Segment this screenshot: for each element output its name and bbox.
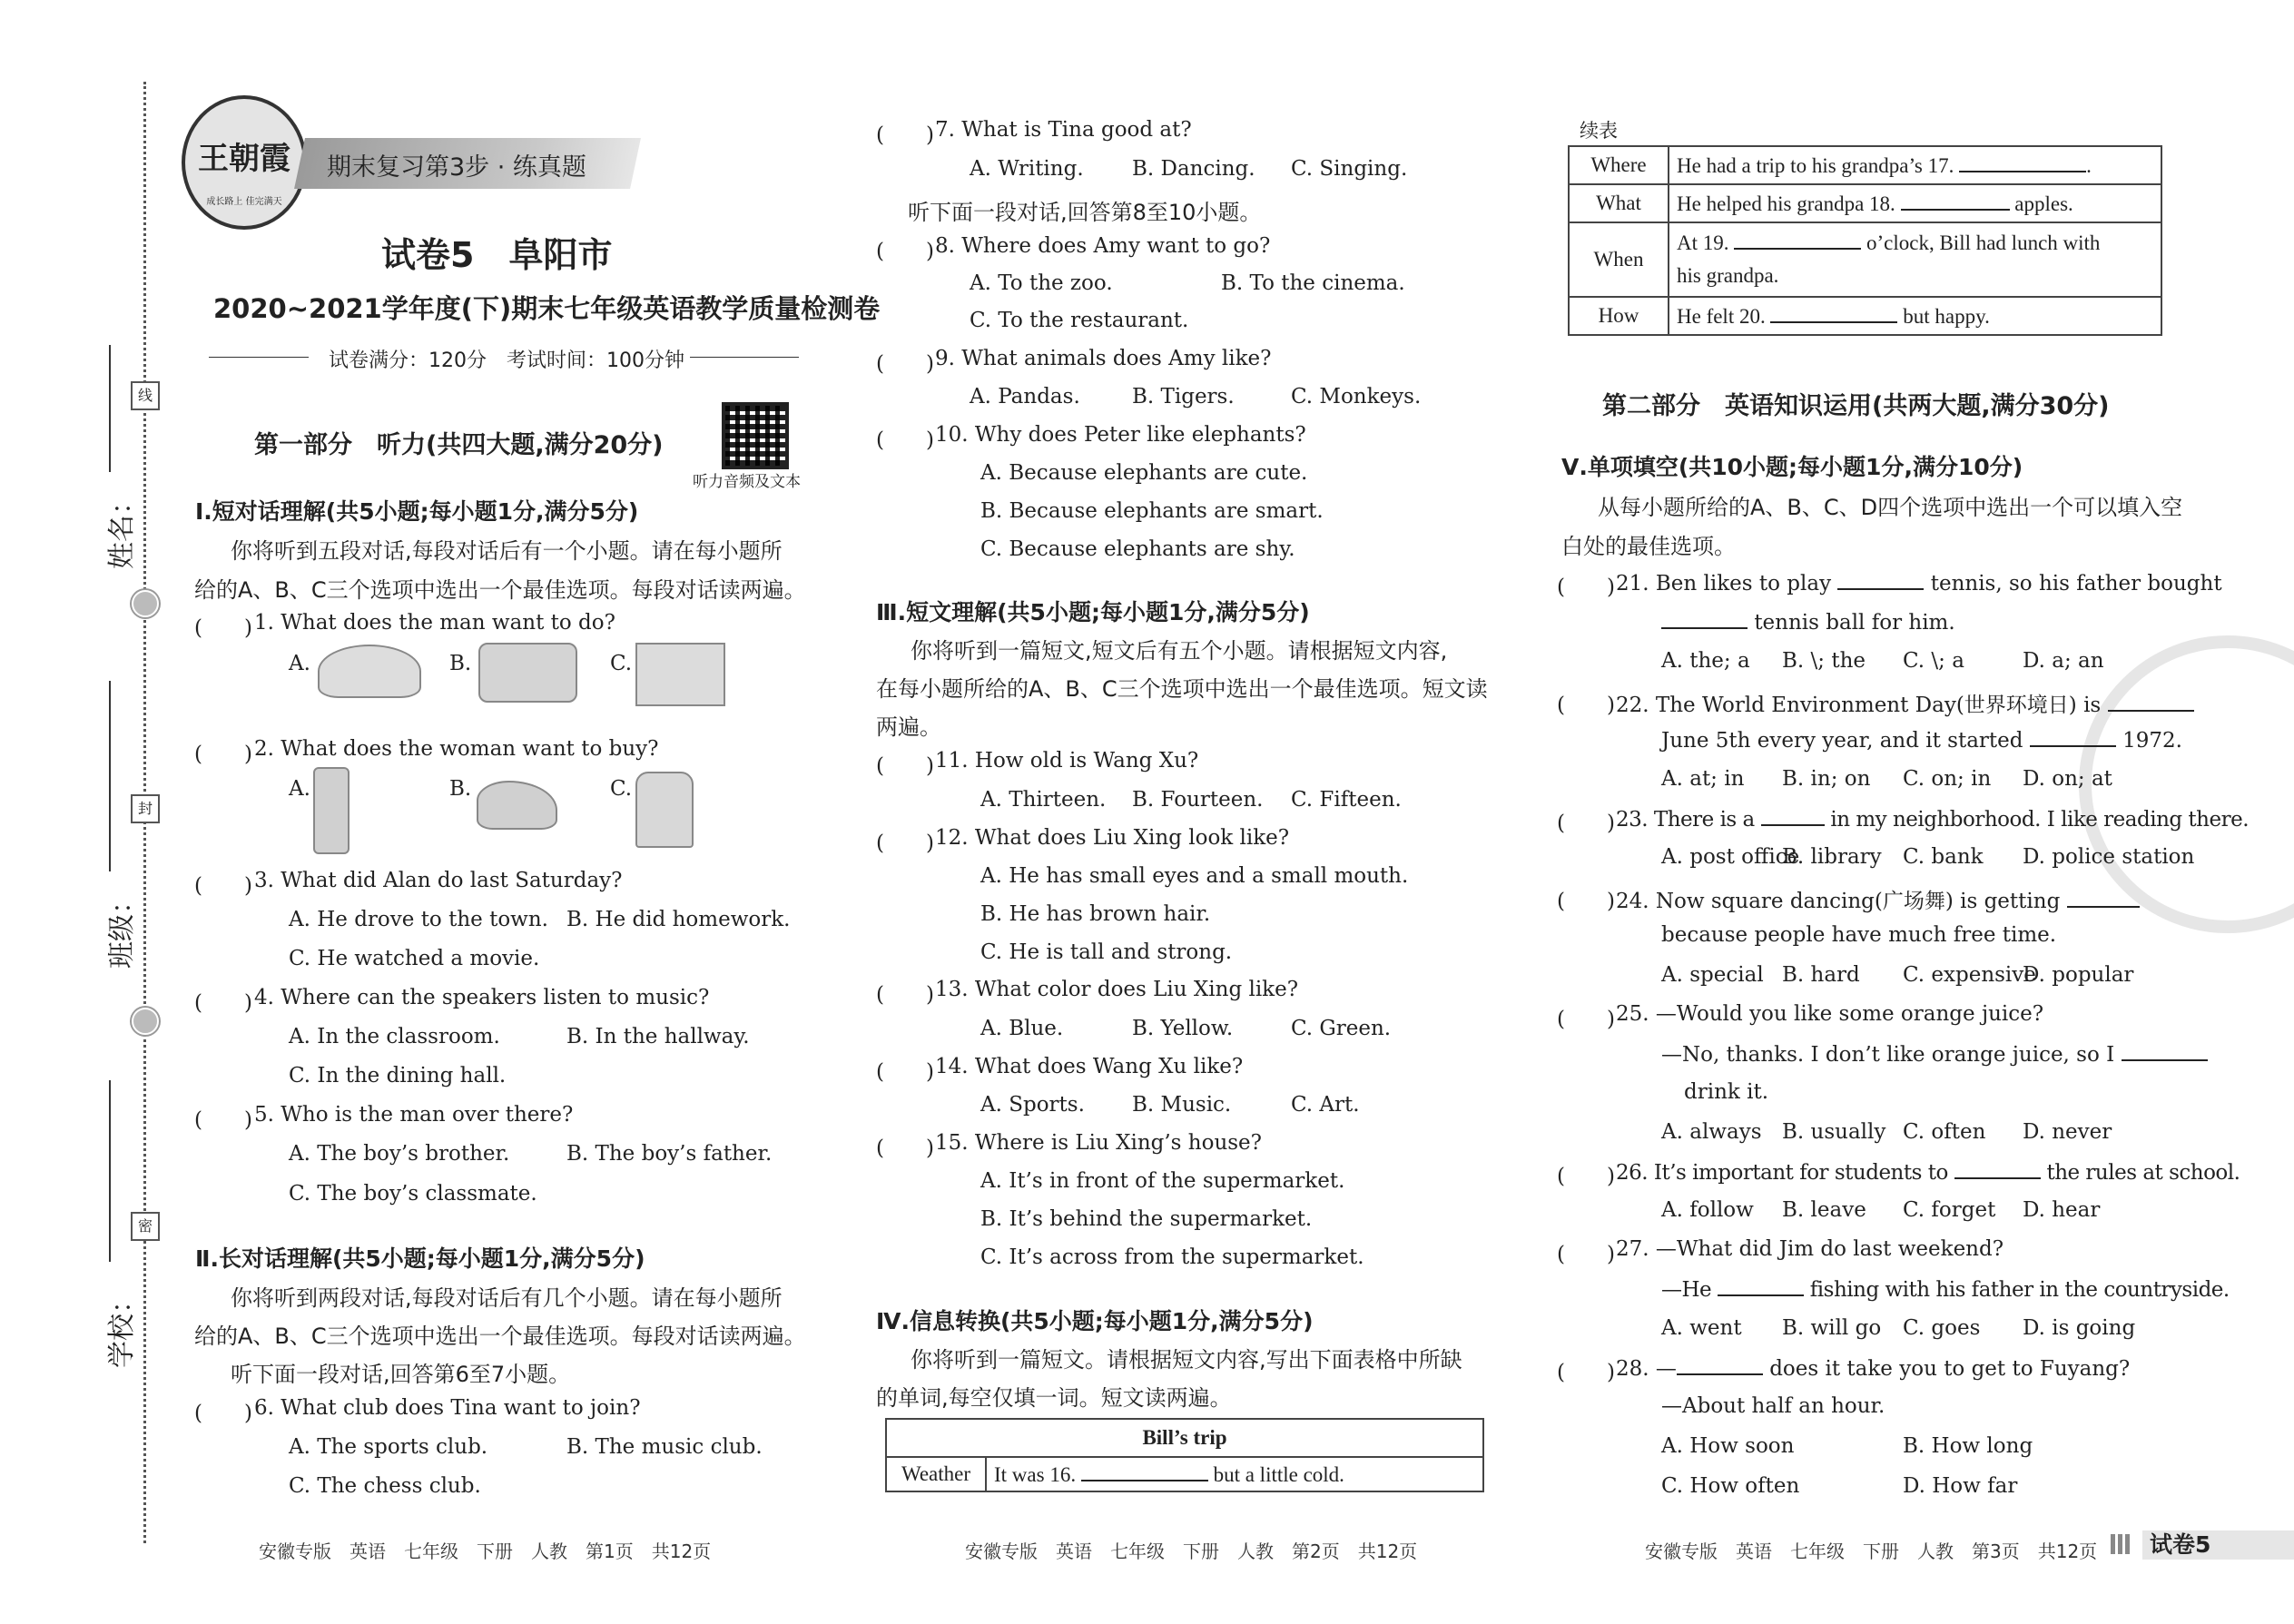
- sec4-intro: 你将听到一篇短文。请根据短文内容,写出下面表格中所缺: [911, 1347, 1462, 1373]
- qr-code-icon[interactable]: [722, 402, 789, 469]
- question-11: 11. How old is Wang Xu?: [935, 749, 1199, 773]
- option[interactable]: D. How far: [1903, 1474, 2018, 1498]
- option[interactable]: B. It’s behind the supermarket.: [980, 1207, 1313, 1231]
- option[interactable]: C. To the restaurant.: [970, 309, 1189, 332]
- option[interactable]: A. In the classroom.: [289, 1025, 500, 1048]
- sec2-intro: 听下面一段对话,回答第8至10小题。: [908, 200, 1262, 225]
- table-key: Where: [1569, 146, 1669, 184]
- table-key: Weather: [886, 1457, 986, 1491]
- fill-blank[interactable]: [2030, 727, 2116, 747]
- answer-blank-20[interactable]: [1770, 303, 1897, 323]
- question-24-cont: because people have much free time.: [1661, 923, 2057, 947]
- cut-mark: 线: [131, 381, 160, 410]
- answer-blank-18[interactable]: [1901, 191, 2010, 211]
- paper-title: 试卷5 阜阳市: [381, 235, 613, 275]
- option[interactable]: D. police station: [2023, 845, 2195, 869]
- option[interactable]: A. Because elephants are cute.: [980, 461, 1308, 485]
- table-key: When: [1569, 222, 1669, 297]
- option-label: B.: [449, 777, 472, 801]
- sleeping-picture[interactable]: [318, 645, 421, 698]
- table-cell: [1669, 184, 2161, 222]
- table-key: How: [1569, 297, 1669, 335]
- option[interactable]: A. went: [1661, 1316, 1742, 1340]
- answer-blank[interactable]: ( ): [876, 983, 934, 1007]
- option[interactable]: C. Green.: [1291, 1017, 1392, 1040]
- option[interactable]: C. on; in: [1903, 767, 1992, 791]
- option[interactable]: A. How soon: [1661, 1434, 1795, 1458]
- page-footer: 安徽专版 英语 七年级 下册 人教 第3页 共12页: [1645, 1540, 2098, 1562]
- sec5-intro: 从每小题所给的A、B、C、D四个选项中选出一个可以填入空: [1598, 495, 2183, 520]
- option[interactable]: C. He watched a movie.: [289, 947, 540, 970]
- option[interactable]: C. goes: [1903, 1316, 1981, 1340]
- sec3-intro: 两遍。: [876, 714, 941, 740]
- fill-blank[interactable]: [1661, 609, 1748, 629]
- table-cell: [1669, 297, 2161, 335]
- option[interactable]: C. often: [1903, 1120, 1986, 1144]
- option[interactable]: B. leave: [1782, 1198, 1866, 1222]
- review-banner: 期末复习第3步 · 练真题: [327, 153, 586, 182]
- logo-slogan: 成长路上 佳完满天: [206, 197, 282, 207]
- question-text: fishing with his father in the countryside.: [1809, 1278, 2230, 1302]
- answer-blank[interactable]: ( ): [194, 616, 252, 640]
- question-3: 3. What did Alan do last Saturday?: [254, 869, 623, 892]
- fill-blank[interactable]: [2108, 692, 2194, 712]
- option[interactable]: B. The music club.: [566, 1435, 763, 1459]
- option[interactable]: B. He has brown hair.: [980, 902, 1211, 926]
- answer-blank[interactable]: ( ): [194, 743, 252, 766]
- answer-blank[interactable]: ( ): [1557, 1165, 1615, 1188]
- option[interactable]: C. Art.: [1291, 1093, 1360, 1117]
- cell-text: At 19.: [1677, 231, 1729, 254]
- question-12: 12. What does Liu Xing look like?: [935, 826, 1290, 850]
- question-text: 28. —: [1616, 1357, 1677, 1381]
- fill-blank[interactable]: [2122, 1041, 2208, 1061]
- option[interactable]: A. He drove to the town.: [289, 908, 548, 931]
- option[interactable]: A. always: [1661, 1120, 1762, 1144]
- option[interactable]: C. He is tall and strong.: [980, 940, 1233, 964]
- trip-table: [885, 1418, 1484, 1492]
- answer-blank[interactable]: ( ): [1557, 1361, 1615, 1384]
- sec2-intro: 听下面一段对话,回答第6至7小题。: [231, 1362, 571, 1387]
- school-label: 学校：: [106, 1286, 138, 1368]
- option[interactable]: B. He did homework.: [566, 908, 791, 931]
- option[interactable]: B. Music.: [1132, 1093, 1232, 1117]
- sec3-intro: 你将听到一篇短文,短文后有五个小题。请根据短文内容,: [911, 638, 1448, 664]
- option[interactable]: D. is going: [2023, 1316, 2136, 1340]
- question-27-cont: [1661, 1276, 2230, 1302]
- cell-text: his grandpa.: [1677, 264, 1779, 287]
- cell-text: He helped his grandpa 18.: [1677, 192, 1895, 215]
- fill-blank[interactable]: [1718, 1276, 1804, 1296]
- option[interactable]: B. Fourteen.: [1132, 788, 1264, 812]
- sec1-title: Ⅰ.短对话理解(共5小题;每小题1分,满分5分): [195, 498, 639, 525]
- option[interactable]: C. The chess club.: [289, 1474, 481, 1498]
- question-21: [1616, 570, 2222, 595]
- trip-table-cont: [1568, 145, 2162, 336]
- fill-blank[interactable]: [1761, 806, 1825, 826]
- binding-hole-icon: [132, 590, 159, 617]
- cell-text: He felt 20.: [1677, 305, 1766, 328]
- sec4-title: Ⅳ.信息转换(共5小题;每小题1分,满分5分): [876, 1308, 1314, 1334]
- question-text: 1972.: [2122, 729, 2182, 753]
- cut-mark: 密: [131, 1212, 160, 1241]
- paper-tag: 试卷5: [2142, 1530, 2294, 1560]
- cell-text: apples.: [2014, 192, 2073, 215]
- option[interactable]: B. Yellow.: [1132, 1017, 1234, 1040]
- question-25-cont: drink it.: [1684, 1080, 1769, 1104]
- question-text: tennis ball for him.: [1754, 611, 1955, 635]
- option[interactable]: C. Because elephants are shy.: [980, 537, 1295, 561]
- binding-strip: [0, 0, 182, 1624]
- question-22: [1616, 688, 2194, 718]
- question-25: 25. —Would you like some orange juice?: [1616, 1002, 2044, 1026]
- cell-text: but a little cold.: [1213, 1463, 1344, 1486]
- option-label: C.: [610, 777, 633, 801]
- option[interactable]: C. The boy’s classmate.: [289, 1182, 537, 1206]
- question-13: 13. What color does Liu Xing like?: [935, 978, 1299, 1001]
- option-label: B.: [449, 652, 472, 675]
- snowman-picture[interactable]: [478, 643, 577, 703]
- question-27: 27. —What did Jim do last weekend?: [1616, 1237, 2004, 1261]
- table-cell: [1669, 222, 2161, 297]
- exam-meta: 试卷满分：120分 考试时间：100分钟: [329, 349, 684, 372]
- option[interactable]: C. Singing.: [1291, 157, 1408, 181]
- option[interactable]: A. Thirteen.: [980, 788, 1107, 812]
- page-footer: 安徽专版 英语 七年级 下册 人教 第2页 共12页: [965, 1540, 1418, 1562]
- question-6: 6. What club does Tina want to join?: [254, 1396, 641, 1420]
- option[interactable]: A. special: [1661, 963, 1764, 987]
- answer-blank[interactable]: ( ): [1557, 1243, 1615, 1266]
- question-text: —He: [1661, 1278, 1712, 1302]
- page-footer: 安徽专版 英语 七年级 下册 人教 第1页 共12页: [259, 1540, 712, 1562]
- answer-blank[interactable]: ( ): [876, 240, 934, 263]
- question-text: 24. Now square dancing(广场舞) is getting: [1616, 890, 2061, 913]
- question-text: 21. Ben likes to play: [1616, 572, 1832, 595]
- question-text: tennis, so his father bought: [1930, 572, 2222, 595]
- question-15: 15. Where is Liu Xing’s house?: [935, 1131, 1263, 1155]
- sec2-intro: 给的A、B、C三个选项中选出一个最佳选项。每段对话读两遍。: [194, 1324, 806, 1349]
- answer-blank-19[interactable]: [1734, 230, 1861, 250]
- fill-blank[interactable]: [1954, 1159, 2041, 1179]
- option[interactable]: D. a; an: [2023, 649, 2104, 673]
- option[interactable]: D. popular: [2023, 963, 2134, 987]
- question-24: [1616, 884, 2140, 914]
- table-key: What: [1569, 184, 1669, 222]
- class-label: 班级：: [106, 887, 138, 969]
- option[interactable]: C. \; a: [1903, 649, 1964, 673]
- question-text: 26. It’s important for students to: [1616, 1161, 1948, 1185]
- option[interactable]: D. never: [2023, 1120, 2112, 1144]
- option-label: A.: [289, 777, 310, 801]
- option[interactable]: D. hear: [2023, 1198, 2101, 1222]
- option[interactable]: C. Monkeys.: [1291, 385, 1422, 408]
- question-23: [1616, 806, 2249, 832]
- option[interactable]: A. follow: [1661, 1198, 1754, 1222]
- fill-blank[interactable]: [1837, 570, 1924, 590]
- question-4: 4. Where can the speakers listen to music?: [254, 986, 710, 1009]
- cell-text: .: [2086, 154, 2092, 177]
- option[interactable]: B. \; the: [1782, 649, 1866, 673]
- table-continued: 续表: [1580, 120, 1618, 142]
- option[interactable]: A. Writing.: [970, 157, 1084, 181]
- answer-blank[interactable]: ( ): [876, 352, 934, 376]
- answer-blank[interactable]: ( ): [876, 428, 934, 452]
- part1-title: 第一部分 听力(共四大题,满分20分): [254, 431, 664, 459]
- question-text: 22. The World Environment Day(世界环境日) is: [1616, 694, 2102, 717]
- answer-blank[interactable]: ( ): [1557, 694, 1615, 717]
- question-26: [1616, 1159, 2240, 1185]
- option[interactable]: B. will go: [1782, 1316, 1882, 1340]
- option[interactable]: B. Because elephants are smart.: [980, 499, 1324, 523]
- exam-title: 2020~2021学年度(下)期末七年级英语教学质量检测卷: [213, 293, 881, 324]
- question-text: June 5th every year, and it started: [1661, 729, 2023, 753]
- option[interactable]: A. Blue.: [980, 1017, 1064, 1040]
- table-title: Bill’s trip: [886, 1419, 1483, 1457]
- option[interactable]: C. bank: [1903, 845, 1984, 869]
- answer-blank-16[interactable]: [1081, 1462, 1208, 1481]
- option[interactable]: B. Dancing.: [1132, 157, 1255, 181]
- answer-blank[interactable]: ( ): [876, 123, 934, 147]
- option[interactable]: B. How long: [1903, 1434, 2033, 1458]
- question-25-cont: [1661, 1041, 2208, 1067]
- question-text: in my neighborhood. I like reading there.: [1830, 808, 2250, 832]
- sec4-intro: 的单词,每空仅填一词。短文读两遍。: [876, 1385, 1232, 1411]
- answer-blank[interactable]: ( ): [194, 874, 252, 898]
- answer-blank[interactable]: ( ): [194, 1402, 252, 1425]
- option[interactable]: C. forget: [1903, 1198, 1996, 1222]
- option[interactable]: A. The sports club.: [289, 1435, 488, 1459]
- option[interactable]: C. How often: [1661, 1474, 1800, 1498]
- answer-blank[interactable]: ( ): [876, 832, 934, 855]
- tv-watching-picture[interactable]: [635, 643, 725, 706]
- cut-mark: 封: [131, 794, 160, 823]
- sec2-intro: 你将听到两段对话,每段对话后有几个小题。请在每小题所: [231, 1285, 783, 1311]
- answer-blank[interactable]: ( ): [876, 1060, 934, 1084]
- answer-blank[interactable]: ( ): [194, 991, 252, 1015]
- sec3-title: Ⅲ.短文理解(共5小题;每小题1分,满分5分): [876, 599, 1310, 625]
- brand-logo: [182, 95, 307, 230]
- option[interactable]: B. usually: [1782, 1120, 1886, 1144]
- sec1-intro: 你将听到五段对话,每段对话后有一个小题。请在每小题所: [231, 538, 783, 564]
- answer-blank[interactable]: ( ): [1557, 812, 1615, 835]
- answer-blank[interactable]: ( ): [876, 1137, 934, 1160]
- question-28-cont: —About half an hour.: [1661, 1394, 1885, 1418]
- option[interactable]: C. Fifteen.: [1291, 788, 1402, 812]
- question-1: 1. What does the man want to do?: [254, 611, 615, 635]
- sec3-intro: 在每小题所给的A、B、C三个选项中选出一个最佳选项。短文读: [876, 676, 1488, 702]
- question-22-cont: [1661, 727, 2182, 753]
- qr-caption: 听力音频及文本: [693, 473, 801, 491]
- fill-blank[interactable]: [2067, 888, 2140, 908]
- option[interactable]: A. Pandas.: [970, 385, 1080, 408]
- option[interactable]: D. on; at: [2023, 767, 2112, 791]
- cell-text: It was 16.: [994, 1463, 1077, 1486]
- answer-blank[interactable]: ( ): [194, 1108, 252, 1132]
- question-5: 5. Who is the man over there?: [254, 1103, 574, 1127]
- cell-text: He had a trip to his grandpa’s 17.: [1677, 154, 1954, 177]
- option-label: C.: [610, 652, 633, 675]
- question-28: [1616, 1355, 2130, 1381]
- answer-blank[interactable]: ( ): [1557, 1008, 1615, 1031]
- binding-hole-icon: [132, 1008, 159, 1035]
- option[interactable]: B. The boy’s father.: [566, 1142, 773, 1166]
- name-field[interactable]: [109, 345, 111, 472]
- question-8: 8. Where does Amy want to go?: [935, 234, 1271, 258]
- grid-icon: [2111, 1534, 2131, 1554]
- question-9: 9. What animals does Amy like?: [935, 347, 1272, 370]
- question-text: 23. There is a: [1616, 808, 1755, 832]
- question-21-cont: [1661, 609, 1955, 635]
- option[interactable]: B. hard: [1782, 963, 1860, 987]
- part2-title: 第二部分 英语知识运用(共两大题,满分30分): [1602, 392, 2110, 420]
- school-field[interactable]: [109, 1080, 111, 1262]
- option[interactable]: B. To the cinema.: [1221, 271, 1405, 295]
- answer-blank[interactable]: ( ): [1557, 576, 1615, 599]
- option[interactable]: A. He has small eyes and a small mouth.: [980, 864, 1409, 888]
- logo-text: 王朝霞: [198, 141, 290, 177]
- sec5-intro: 白处的最佳选项。: [1561, 534, 1736, 559]
- question-text: the rules at school.: [2046, 1161, 2240, 1185]
- question-text: —No, thanks. I don’t like orange juice, so I: [1661, 1043, 2115, 1067]
- option[interactable]: A. It’s in front of the supermarket.: [980, 1169, 1345, 1193]
- overalls-picture[interactable]: [313, 767, 350, 854]
- option-label: A.: [289, 652, 310, 675]
- option[interactable]: A. post office: [1661, 845, 1800, 869]
- divider: [209, 357, 309, 358]
- question-7: 7. What is Tina good at?: [935, 118, 1192, 142]
- cell-text: o’clock, Bill had lunch with: [1866, 231, 2101, 254]
- table-cell: [986, 1457, 1483, 1491]
- answer-blank[interactable]: ( ): [876, 754, 934, 778]
- sec5-title: Ⅴ.单项填空(共10小题;每小题1分,满分10分): [1561, 454, 2023, 480]
- answer-blank[interactable]: ( ): [1557, 890, 1615, 913]
- option[interactable]: A. Sports.: [980, 1093, 1085, 1117]
- option[interactable]: A. at; in: [1661, 767, 1745, 791]
- sec1-intro: 给的A、B、C三个选项中选出一个最佳选项。每段对话读两遍。: [194, 577, 806, 603]
- option[interactable]: C. expensive: [1903, 963, 2036, 987]
- table-cell: [1669, 146, 2161, 184]
- shirt-picture[interactable]: [635, 772, 694, 848]
- divider: [690, 357, 799, 358]
- option[interactable]: C. It’s across from the supermarket.: [980, 1245, 1364, 1269]
- option[interactable]: A. To the zoo.: [970, 271, 1113, 295]
- option[interactable]: C. In the dining hall.: [289, 1064, 507, 1088]
- class-field[interactable]: [109, 681, 111, 871]
- answer-blank-17[interactable]: [1959, 153, 2086, 172]
- option[interactable]: A. the; a: [1661, 649, 1750, 673]
- sneakers-picture[interactable]: [477, 781, 557, 830]
- option[interactable]: B. Tigers.: [1132, 385, 1235, 408]
- option[interactable]: A. The boy’s brother.: [289, 1142, 510, 1166]
- question-14: 14. What does Wang Xu like?: [935, 1055, 1244, 1078]
- name-label: 姓名：: [106, 487, 138, 569]
- question-2: 2. What does the woman want to buy?: [254, 737, 659, 761]
- question-text: does it take you to get to Fuyang?: [1769, 1357, 2131, 1381]
- sec2-title: Ⅱ.长对话理解(共5小题;每小题1分,满分5分): [195, 1245, 645, 1272]
- option[interactable]: B. in; on: [1782, 767, 1871, 791]
- option[interactable]: B. In the hallway.: [566, 1025, 750, 1048]
- option[interactable]: B. library: [1782, 845, 1882, 869]
- fill-blank[interactable]: [1677, 1355, 1763, 1375]
- question-10: 10. Why does Peter like elephants?: [935, 423, 1306, 447]
- cell-text: but happy.: [1903, 305, 1990, 328]
